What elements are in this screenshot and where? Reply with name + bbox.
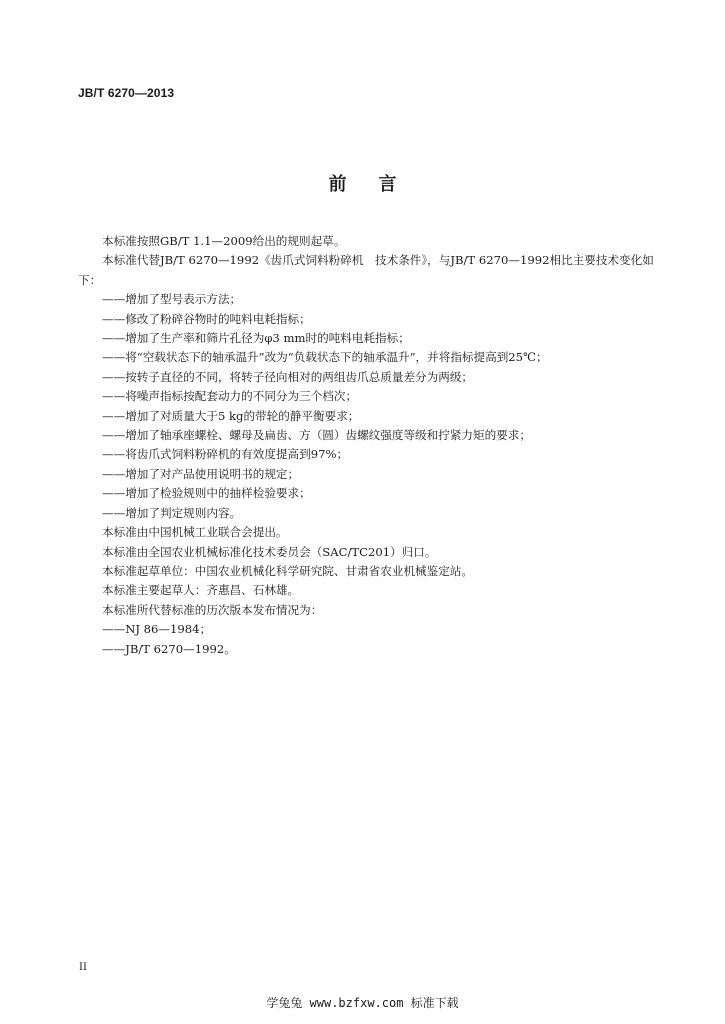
paragraph-proposer: 本标准由中国机械工业联合会提出。 <box>102 525 288 540</box>
paragraph-drafting-units: 本标准起草单位：中国农业机械化科学研究院、甘肃省农业机械鉴定站。 <box>102 563 474 578</box>
paragraph-committee: 本标准由全国农业机械标准化技术委员会（SAC/TC201）归口。 <box>102 544 437 559</box>
change-item: ——按转子直径的不同，将转子径向相对的两组齿爪总质量差分为两级； <box>102 369 474 384</box>
paragraph-drafters: 本标准主要起草人：齐惠昌、石林雄。 <box>102 583 300 598</box>
change-item: ——将噪声指标按配套动力的不同分为三个档次； <box>102 389 358 404</box>
change-item: ——修改了粉碎谷物时的吨料电耗指标； <box>102 311 311 326</box>
change-item: ——增加了生产率和筛片孔径为φ3 mm时的吨料电耗指标； <box>102 331 410 346</box>
change-item: ——增加了对产品使用说明书的规定； <box>102 466 300 481</box>
page-number: II <box>79 962 87 973</box>
footer-watermark: 学兔兔 www.bzfxw.com 标准下载 <box>266 996 459 1010</box>
paragraph-replacement: 本标准代替JB/T 6270—1992《齿爪式饲料粉碎机 技术条件》，与JB/T 6270—1992相比主要技术变化如下： <box>78 253 654 287</box>
change-item: ——将“空载状态下的轴承温升”改为“负载状态下的轴承温升”，并将指标提高到25℃； <box>102 350 548 365</box>
change-item: ——增加了型号表示方法； <box>102 292 242 307</box>
history-item: ——JB/T 6270—1992。 <box>102 641 236 656</box>
document-body <box>78 232 654 659</box>
change-item: ——增加了轴承座螺栓、螺母及扁齿、方（圆）齿螺纹强度等级和拧紧力矩的要求； <box>102 428 531 443</box>
change-item: ——增加了判定规则内容。 <box>102 505 242 520</box>
page-title: 前言 <box>328 174 429 195</box>
change-item: ——增加了检验规则中的抽样检验要求； <box>102 486 311 501</box>
change-item: ——增加了对质量大于5 kg的带轮的静平衡要求； <box>102 408 360 423</box>
history-item: ——NJ 86—1984； <box>102 622 212 637</box>
paragraph-drafting-rules: 本标准按照GB/T 1.1—2009给出的规则起草。 <box>102 234 346 248</box>
standard-code: JB/T 6270—2013 <box>78 86 175 100</box>
paragraph-history-intro: 本标准所代替标准的历次版本发布情况为： <box>102 602 323 617</box>
change-item: ——将齿爪式饲料粉碎机的有效度提高到97%； <box>102 447 349 462</box>
